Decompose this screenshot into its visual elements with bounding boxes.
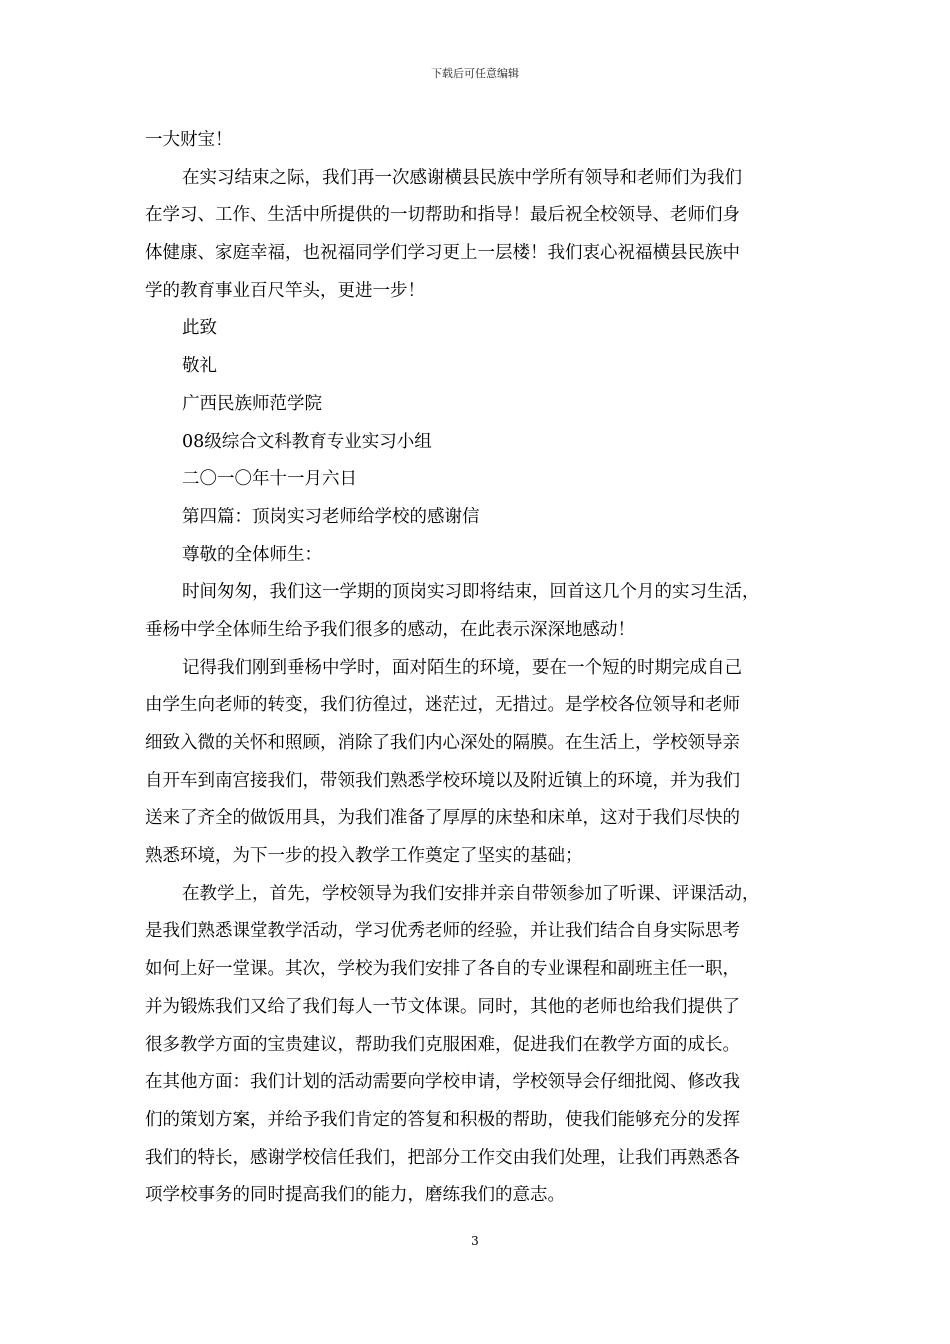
paragraph-start-line: 记得我们刚到垂杨中学时，面对陌生的环境，要在一个短的时期完成自己 [182, 657, 742, 678]
text-line: 自开车到南宫接我们，带领我们熟悉学校环境以及附近镇上的环境，并为我们 [145, 770, 740, 791]
text-line: 是我们熟悉课堂教学活动，学习优秀老师的经验，并让我们结合自身实际思考 [145, 921, 740, 942]
letter-greeting: 尊敬的全体师生： [182, 544, 322, 565]
text-line: 垂杨中学全体师生给予我们很多的感动，在此表示深深地感动！ [145, 619, 635, 640]
text-line: 在其他方面：我们计划的活动需要向学校申请，学校领导会仔细批阅、修改我 [145, 1072, 740, 1093]
section-heading: 第四篇：顶岗实习老师给学校的感谢信 [182, 506, 480, 527]
text-line: 在学习、工作、生活中所提供的一切帮助和指导！最后祝全校领导、老师们身 [145, 205, 740, 226]
closing-salutation: 此致 [182, 318, 217, 339]
text-line: 细致入微的关怀和照顾，消除了我们内心深处的隔膜。在生活上，学校领导亲 [145, 733, 740, 753]
text-line: 由学生向老师的转变，我们彷徨过，迷茫过，无措过。是学校各位领导和老师 [145, 695, 740, 716]
text-line: 如何上好一堂课。其次，学校为我们安排了各自的专业课程和副班主任一职， [145, 959, 740, 980]
signature-group: 08级综合文科教育专业实习小组 [182, 431, 432, 452]
text-line: 项学校事务的同时提高我们的能力，磨练我们的意志。 [145, 1185, 565, 1206]
text-line: 一大财宝！ [145, 130, 233, 150]
paragraph-start-line: 在教学上，首先，学校领导为我们安排并亲自带领参加了听课、评课活动， [182, 883, 760, 904]
text-line: 熟悉环境，为下一步的投入教学工作奠定了坚实的基础； [145, 846, 583, 867]
closing-regards: 敬礼 [182, 356, 217, 377]
text-line: 学的教育事业百尺竿头，更进一步！ [145, 280, 425, 301]
text-line: 并为锻炼我们又给了我们每人一节文体课。同时，其他的老师也给我们提供了 [145, 996, 740, 1017]
text-line: 送来了齐全的做饭用具，为我们准备了厚厚的床垫和床单，这对于我们尽快的 [145, 808, 740, 829]
signature-date: 二〇一〇年十一月六日 [182, 469, 357, 490]
page-number: 3 [471, 1234, 479, 1248]
text-line: 体健康、家庭幸福，也祝福同学们学习更上一层楼！我们衷心祝福横县民族中 [145, 243, 740, 264]
text-line: 我们的特长，感谢学校信任我们，把部分工作交由我们处理，让我们再熟悉各 [145, 1147, 740, 1168]
paragraph-start-line: 时间匆匆，我们这一学期的顶岗实习即将结束，回首这几个月的实习生活， [182, 582, 760, 603]
text-line: 很多教学方面的宝贵建议，帮助我们克服困难，促进我们在教学方面的成长。 [145, 1034, 740, 1055]
paragraph-start-line: 在实习结束之际，我们再一次感谢横县民族中学所有领导和老师们为我们 [182, 167, 742, 188]
document-body [145, 122, 807, 1215]
signature-institution: 广西民族师范学院 [182, 393, 322, 414]
text-line: 们的策划方案，并给予我们肯定的答复和积极的帮助，使我们能够充分的发挥 [145, 1109, 740, 1130]
page-header: 下载后可任意编辑 [431, 67, 519, 80]
